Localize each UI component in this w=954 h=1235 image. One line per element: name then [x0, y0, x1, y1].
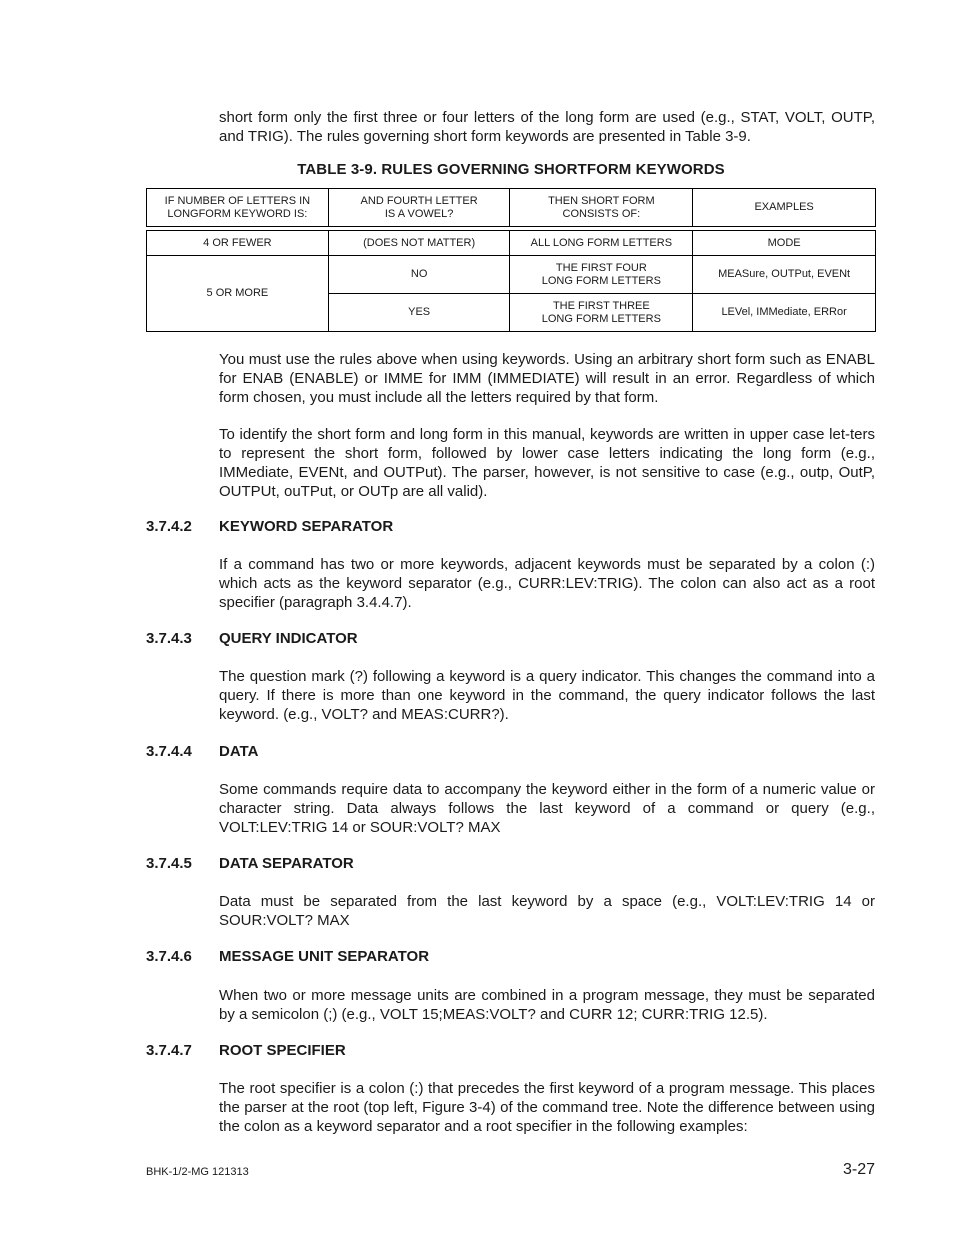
table-cell: LEVel, IMMediate, ERRor [693, 294, 876, 332]
table-header-cell: IF NUMBER OF LETTERS IN LONGFORM KEYWORD IS: [147, 189, 329, 227]
section-title: KEYWORD SEPARATOR [219, 518, 394, 535]
table-row [147, 256, 876, 294]
table-header-cell: EXAMPLES [693, 189, 876, 227]
section-heading [146, 518, 393, 535]
section-number: 3.7.4.6 [146, 948, 192, 965]
section-number: 3.7.4.2 [146, 518, 192, 535]
table-cell: NO [328, 256, 510, 294]
table-cell: THE FIRST THREE LONG FORM LETTERS [510, 294, 693, 332]
section-text: The question mark (?) following a keyword is a query indicator. This changes the command into a query. If there is more than one keyword in the command, the query indicator follows the last keyword. (e.g., VOLT? and MEAS:CURR?). [219, 668, 875, 723]
section-text: If a command has two or more keywords, adjacent keywords must be separated by a colon (:) which acts as the keyword separator (e.g., CURR:LEV:TRIG). The colon can also act as a root specifier (paragraph 3.4.4.7). [219, 556, 875, 611]
table-cell: MEASure, OUTPut, EVENt [693, 256, 876, 294]
table-header-cell: AND FOURTH LETTER IS A VOWEL? [328, 189, 510, 227]
table-header-cell: THEN SHORT FORM CONSISTS OF: [510, 189, 693, 227]
section-text: Data must be separated from the last keyword by a space (e.g., VOLT:LEV:TRIG 14 or SOUR:VOLT? MAX [219, 893, 875, 929]
section-text: When two or more message units are combined in a program message, they must be separated by a semicolon (;) (e.g., VOLT 15;MEAS:VOLT? and CURR 12; CURR:TRIG 12.5). [219, 987, 875, 1023]
document-id: BHK-1/2-MG 121313 [146, 1166, 249, 1178]
table-row [147, 231, 876, 256]
section-title: DATA SEPARATOR [219, 855, 354, 872]
table-cell: THE FIRST FOUR LONG FORM LETTERS [510, 256, 693, 294]
section-heading [146, 743, 258, 760]
intro-paragraph: short form only the first three or four letters of the long form are used (e.g., STAT, VOLT, OUTP, and TRIG). The rules governing short form keywords are presented in Table 3-9. [219, 109, 875, 145]
table-header-row [147, 189, 876, 227]
section-number: 3.7.4.7 [146, 1042, 192, 1059]
table-cell: MODE [693, 231, 876, 256]
section-number: 3.7.4.4 [146, 743, 192, 760]
section-number: 3.7.4.3 [146, 630, 192, 647]
rules-paragraph: You must use the rules above when using keywords. Using an arbitrary short form such as ENABL for ENAB (ENABLE) or IMME for IMM (IMMEDIATE) will result in an error. Regardless of which form chosen, you must include all the letters required by that form. [219, 351, 875, 406]
section-text: Some commands require data to accompany the keyword either in the form of a numeric value or character string. Data always follows the last keyword of a command or query (e.g., VOLT:LEV:TRIG 14 or SOUR:VOLT? MAX [219, 781, 875, 836]
section-title: ROOT SPECIFIER [219, 1042, 346, 1059]
table-cell: YES [328, 294, 510, 332]
table-cell: 4 OR FEWER [147, 231, 329, 256]
section-heading [146, 630, 358, 647]
section-heading [146, 855, 354, 872]
section-heading [146, 948, 429, 965]
section-title: DATA [219, 743, 259, 760]
section-title: QUERY INDICATOR [219, 630, 358, 647]
shortform-rules-table [146, 188, 876, 332]
table-cell: (DOES NOT MATTER) [328, 231, 510, 256]
section-number: 3.7.4.5 [146, 855, 192, 872]
table-cell: 5 OR MORE [147, 256, 329, 332]
section-title: MESSAGE UNIT SEPARATOR [219, 948, 430, 965]
table-cell: ALL LONG FORM LETTERS [510, 231, 693, 256]
table-caption: TABLE 3-9. RULES GOVERNING SHORTFORM KEYWORDS [297, 161, 725, 178]
page-number: 3-27 [842, 1161, 875, 1178]
section-heading [146, 1042, 346, 1059]
identify-paragraph: To identify the short form and long form in this manual, keywords are written in upper case let-ters to represent the short form, followed by lower case letters indicating the long form (e.g., IMMediate, EVENt, and OUTPut). The parser, however, is not sensitive to case (e.g., outp, OutP, OUTPUt, ouTPut, or OUTp are all valid). [219, 426, 875, 500]
section-text: The root specifier is a colon (:) that precedes the first keyword of a program message. This places the parser at the root (top left, Figure 3-4) of the command tree. Note the difference between using the colon as a keyword separator and a root specifier in the following examples: [219, 1080, 875, 1135]
